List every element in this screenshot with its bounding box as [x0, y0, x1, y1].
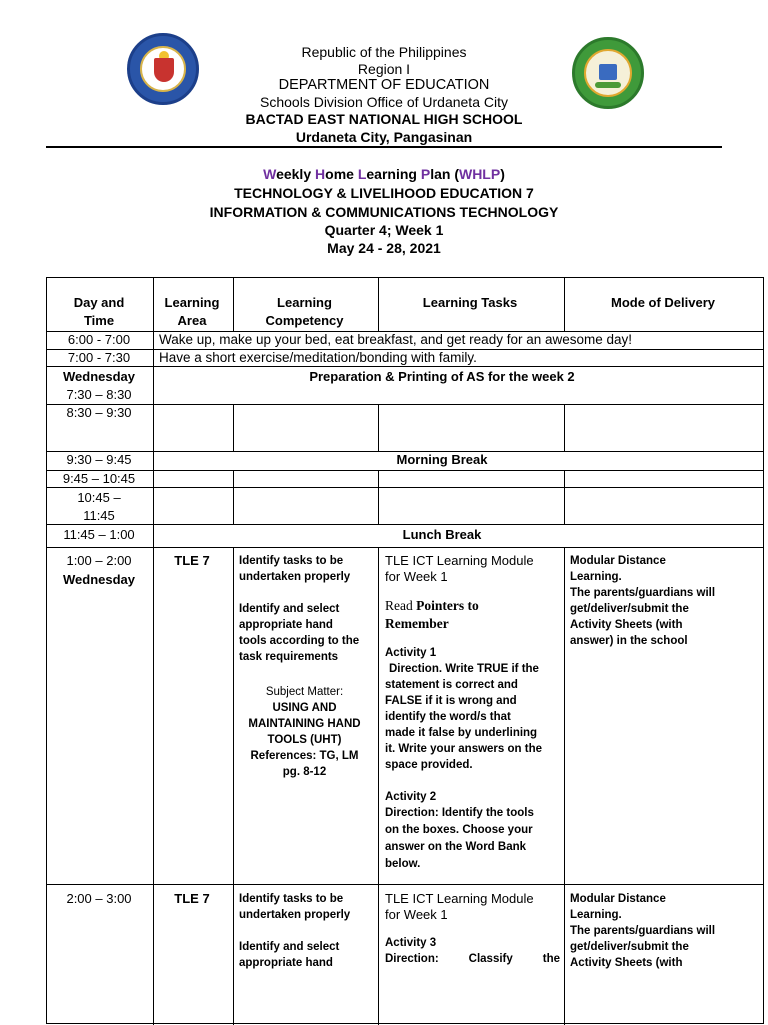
- row-time: 10:45 – 11:45: [77, 490, 121, 523]
- header-school: BACTAD EAST NATIONAL HIGH SCHOOL: [245, 111, 523, 127]
- block-competency: Identify tasks to be undertaken properly Identify and select appropriate hand tools according to the task requirements: [239, 555, 360, 663]
- row-time: 8:30 – 9:30: [66, 405, 132, 420]
- header-mode-of-delivery: Mode of Delivery: [610, 295, 716, 310]
- block-time: 2:00 – 3:00: [66, 891, 132, 906]
- row-time: 7:30 – 8:30: [66, 387, 132, 402]
- block-learning-area: TLE 7: [174, 891, 210, 906]
- block-day: Wednesday: [62, 572, 135, 587]
- row-day: Wednesday: [62, 369, 135, 384]
- block-learning-tasks: TLE ICT Learning Module for Week 1 Read Pointers to Remember Activity 1 Direction. Write TRUE if the statement is correct and FALSE if it is wrong and identify the word/s that made it false by underlining it. Write your answers on the space provided. Activity 2 Direction: Identify the tools on the boxes. Choose your answer on the Word Bank below.: [385, 553, 542, 870]
- header-divider: [46, 146, 722, 148]
- row-activity: Wake up, make up your bed, eat breakfast, and get ready for an awesome day!: [159, 332, 633, 347]
- block-time: 1:00 – 2:00: [66, 553, 132, 568]
- header-location: Urdaneta City, Pangasinan: [295, 129, 473, 145]
- header-region: Region I: [357, 61, 411, 77]
- header-division: Schools Division Office of Urdaneta City: [260, 94, 508, 110]
- header-learning-competency: Learning Competency: [265, 295, 344, 328]
- row-activity: Have a short exercise/meditation/bonding with family.: [159, 350, 477, 365]
- row-time: 7:00 - 7:30: [67, 350, 131, 365]
- row-activity: Morning Break: [396, 452, 488, 467]
- header-department: DEPARTMENT OF EDUCATION: [278, 77, 490, 93]
- date-range: May 24 - 28, 2021: [327, 240, 441, 256]
- row-time: 9:30 – 9:45: [66, 452, 132, 467]
- whlp-title: Weekly Home Learning Plan (WHLP): [263, 166, 505, 182]
- block-mode-of-delivery: Modular Distance Learning. The parents/guardians will get/deliver/submit the Activity Sheets (with: [570, 893, 716, 969]
- quarter-title: Quarter 4; Week 1: [324, 222, 444, 238]
- block-competency: Identify tasks to be undertaken properly Identify and select appropriate hand: [239, 893, 351, 969]
- row-activity: Preparation & Printing of AS for the week 2: [309, 369, 575, 384]
- block-learning-tasks: TLE ICT Learning Module for Week 1 Activity 3 Direction: Classify the: [385, 891, 560, 965]
- strand-title: INFORMATION & COMMUNICATIONS TECHNOLOGY: [209, 204, 559, 220]
- header-learning-tasks: Learning Tasks: [422, 295, 518, 310]
- block-subject-matter: Subject Matter: USING AND MAINTAINING HAND TOOLS (UHT) References: TG, LM pg. 8-12: [248, 686, 361, 778]
- row-time: 6:00 - 7:00: [67, 332, 131, 347]
- block-learning-area: TLE 7: [174, 553, 210, 568]
- row-activity: Lunch Break: [402, 527, 482, 542]
- header-day-time: Day and Time: [73, 295, 125, 328]
- header-republic: Republic of the Philippines: [301, 44, 467, 60]
- row-time: 11:45 – 1:00: [63, 527, 135, 542]
- subject-title: TECHNOLOGY & LIVELIHOOD EDUCATION 7: [234, 185, 534, 201]
- block-mode-of-delivery: Modular Distance Learning. The parents/guardians will get/deliver/submit the Activity Sheets (with answer) in the school: [570, 555, 716, 647]
- row-time: 9:45 – 10:45: [62, 471, 136, 486]
- header-learning-area: Learning Area: [164, 295, 220, 328]
